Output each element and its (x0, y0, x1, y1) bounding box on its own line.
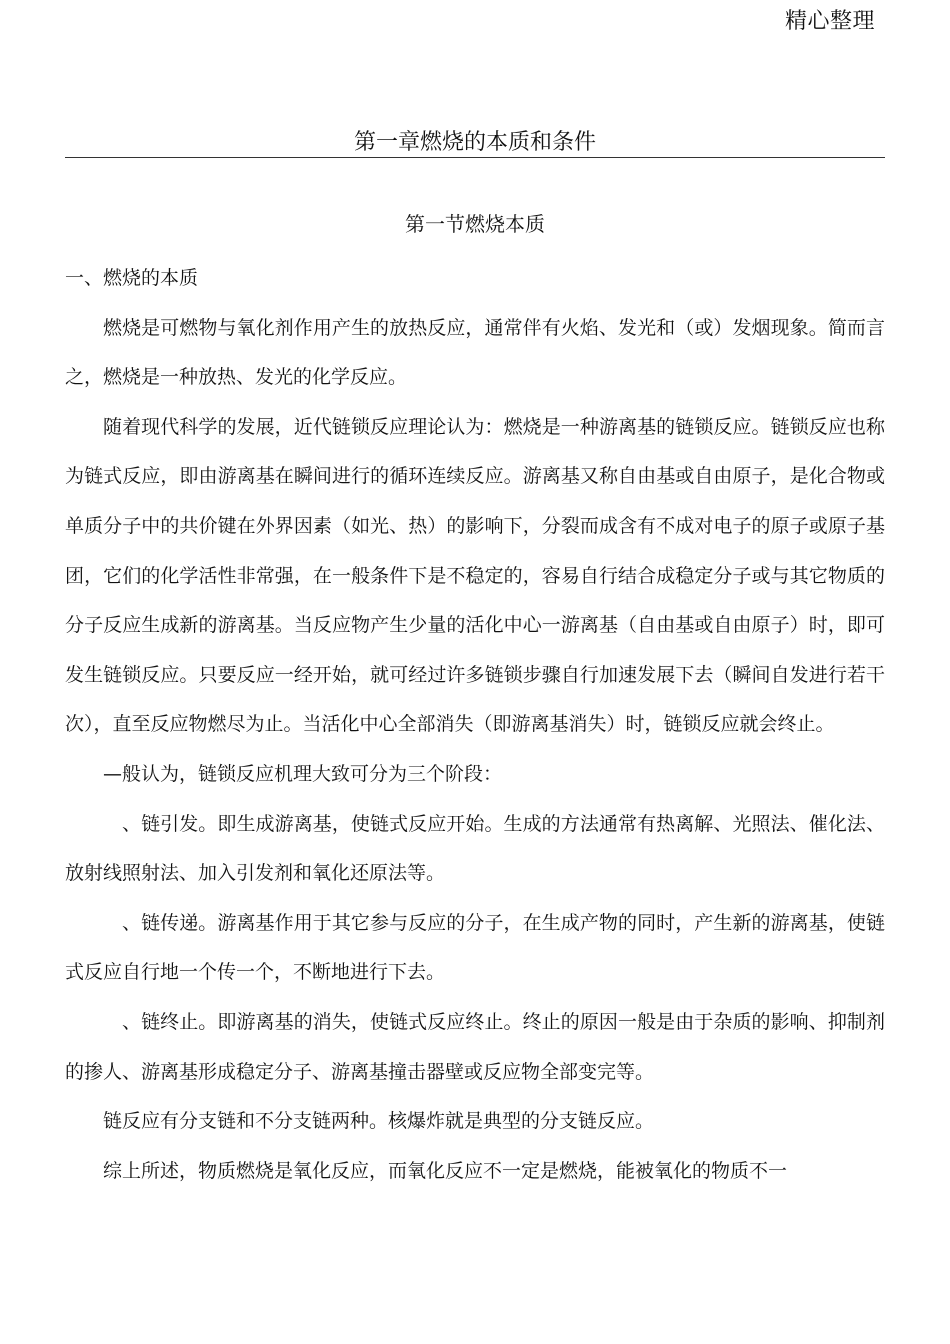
paragraph-chain-reaction-theory: 随着现代科学的发展，近代链锁反应理论认为：燃烧是一种游离基的链锁反应。链锁反应也称为链式反应，即由游离基在瞬间进行的循环连续反应。游离基又称自由基或自由原子，是化合物或单质分子中的共价键在外界因素（如光、热）的影响下，分裂而成含有不成对电子的原子或原子基团，它们的化学活性非常强，在一般条件下是不稳定的，容易自行结合成稳定分子或与其它物质的分子反应生成新的游离基。当反应物产生少量的活化中心一游离基（自由基或自由原子）时，即可发生链锁反应。只要反应一经开始，就可经过许多链锁步骤自行加速发展下去（瞬间自发进行若干次），直至反应物燃尽为止。当活化中心全部消失（即游离基消失）时，链锁反应就会终止。 (65, 415, 885, 736)
subsection-heading: 一、燃烧的本质 (65, 267, 199, 289)
paragraph-reaction-stages-intro: —般认为，链锁反应机理大致可分为三个阶段： (103, 762, 503, 785)
paragraph-combustion-definition: 燃烧是可燃物与氧化剂作用产生的放热反应，通常伴有火焰、发光和（或）发烟现象。简而言之，燃烧是一种放热、发光的化学反应。 (65, 316, 885, 389)
paragraph-branching-chains: 链反应有分支链和不分支链两种。核爆炸就是典型的分支链反应。 (103, 1110, 655, 1133)
list-item-chain-initiation: 、链引发。即生成游离基，使链式反应开始。生成的方法通常有热离解、光照法、催化法、放射线照射法、加入引发剂和氧化还原法等。 (65, 812, 885, 885)
section-title: 第一节燃烧本质 (405, 212, 545, 236)
paragraph-summary: 综上所述，物质燃烧是氧化反应，而氧化反应不一定是燃烧，能被氧化的物质不一 (103, 1159, 788, 1182)
list-item-chain-propagation: 、链传递。游离基作用于其它参与反应的分子，在生成产物的同时，产生新的游离基，使链式反应自行地一个传一个，不断地进行下去。 (65, 911, 885, 984)
list-item-chain-termination: 、链终止。即游离基的消失，使链式反应终止。终止的原因一般是由于杂质的影响、抑制剂的掺人、游离基形成稳定分子、游离基撞击器壁或反应物全部变完等。 (65, 1010, 885, 1083)
document-body (65, 254, 885, 1196)
page-watermark: 精心整理 (785, 9, 876, 34)
chapter-title: 第一章燃烧的本质和条件 (65, 128, 885, 158)
